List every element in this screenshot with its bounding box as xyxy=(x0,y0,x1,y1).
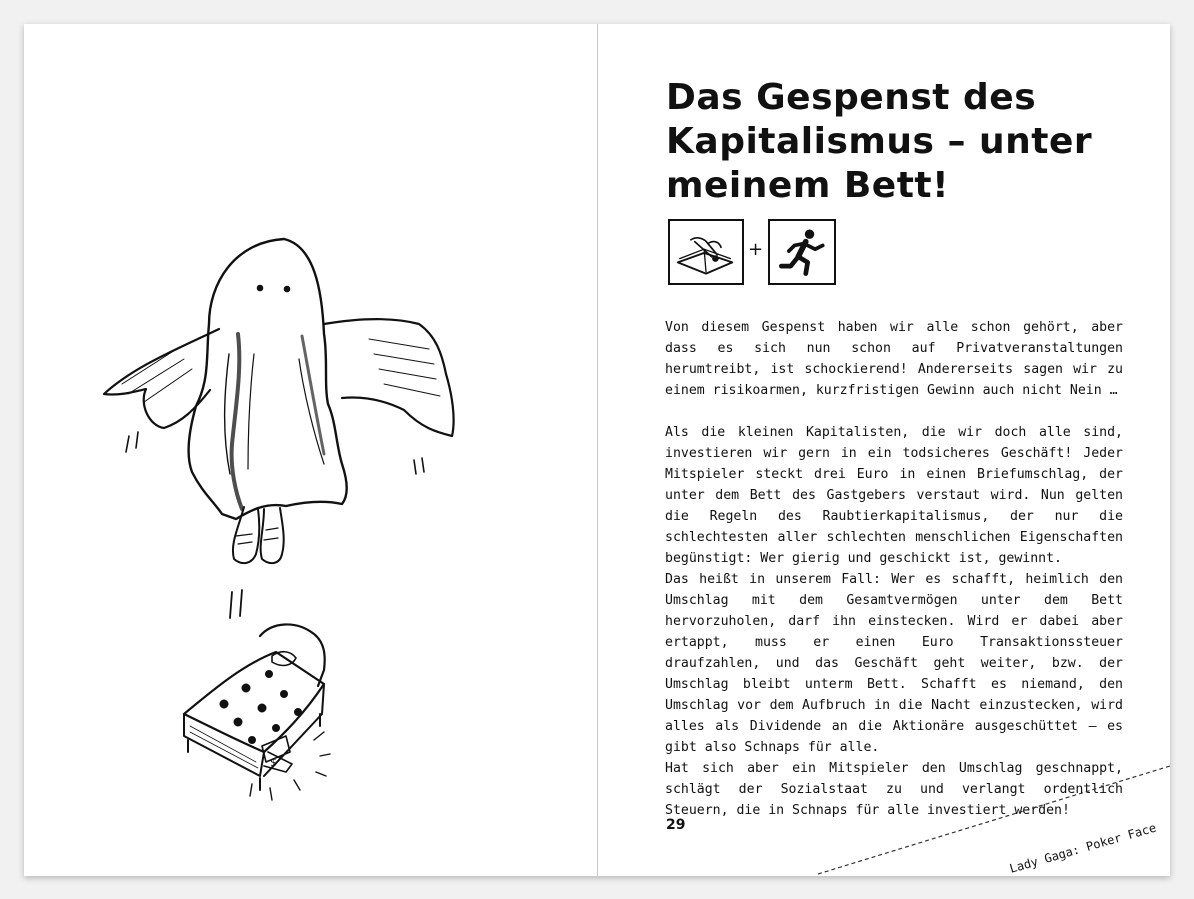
bed-drawing xyxy=(184,590,330,800)
svg-text:$: $ xyxy=(270,756,277,769)
song-corner-divider xyxy=(818,764,1170,876)
book-spread xyxy=(24,24,1170,876)
rules-text xyxy=(665,317,1123,821)
song-tag: Lady Gaga: Poker Face xyxy=(1008,820,1158,876)
rules-paragraph-2: Das heißt in unserem Fall: Wer es schafft, heimlich den Umschlag mit dem Gesamtvermögen unter dem Bett hervorzuholen, darf ihn einstecken. Wird er dabei aber ertappt, muss er einen Euro Transaktionssteuer draufzahlen, und das Geschäft geht weiter, bzw. der Umschlag bleibt unterm Bett. Schafft es niemand, den Umschlag vor dem Aufbruch in die Nacht einzustecken, wird alles als Dividende an die Aktionäre ausgeschüttet – es gibt also Schnaps für alle. xyxy=(665,572,1123,755)
game-icons xyxy=(668,219,838,289)
left-page xyxy=(24,24,597,876)
ghost-figure xyxy=(104,239,454,563)
page-number: 29 xyxy=(666,817,686,833)
intro-paragraph: Von diesem Gespenst haben wir alle schon gehört, aber dass es sich nun schon auf Privatveranstaltungen herumtreibt, ist schockierend! Andererseits sagen wir zu einem risikoarmen, kurzfristigen Gewinn auch nicht Nein … xyxy=(665,320,1123,398)
ghost-and-bed-illustration xyxy=(24,24,597,876)
rules-paragraph-1: Als die kleinen Kapitalisten, die wir doch alle sind, investieren wir gern in ein todsicheres Geschäft! Jeder Mitspieler steckt drei Euro in einen Briefumschlag, der unter dem Bett des Gastgebers verstaut wird. Nun gelten die Regeln des Raubtierkapitalismus, der nur die schlechtesten aller schlechten menschlichen Eigenschaften begünstigt: Wer gierig und geschickt ist, gewinnt. xyxy=(665,425,1123,566)
running-person-icon xyxy=(768,219,836,285)
rules-paragraph-3: Hat sich aber ein Mitspieler den Umschlag geschnappt, schlägt der Sozialstaat zu und verlangt ordentlich Steuern, die in Schnaps für alle investiert werden! xyxy=(665,761,1123,818)
right-page xyxy=(598,24,1170,876)
page-title: Das Gespenst des Kapitalismus – unter meinem Bett! xyxy=(666,77,1093,206)
book-icon xyxy=(668,219,744,285)
plus-sign: + xyxy=(748,239,764,260)
